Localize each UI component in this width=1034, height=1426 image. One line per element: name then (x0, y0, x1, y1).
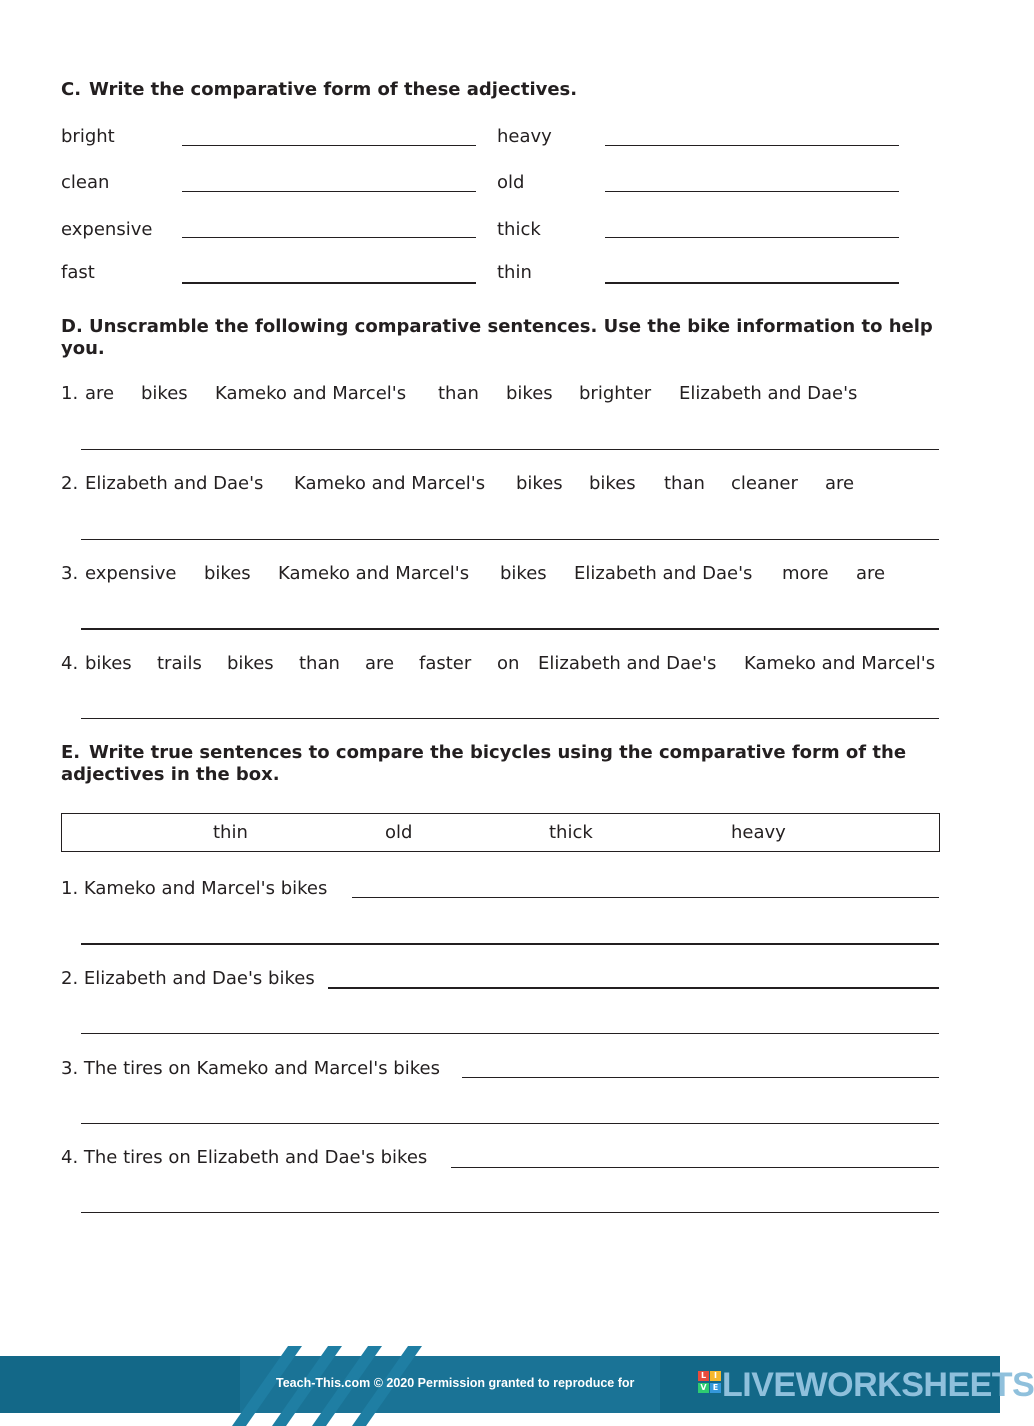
logo-block-l: L (698, 1371, 709, 1381)
answer-line-old[interactable] (605, 191, 899, 192)
scramble-word: than (664, 473, 705, 494)
scramble-word: are (856, 563, 886, 584)
adjective-fast: fast (61, 262, 95, 283)
scramble-2-number: 2. (61, 473, 79, 494)
section-e-letter: E. (61, 742, 81, 763)
scramble-word: bikes (500, 563, 547, 584)
scramble-word: Kameko and Marcel's (215, 383, 407, 404)
scramble-word: trails (157, 653, 202, 674)
adjective-bright: bright (61, 126, 115, 147)
scramble-word: bikes (589, 473, 636, 494)
answer-line-bright[interactable] (182, 145, 476, 146)
section-d-heading-line1: Unscramble the following comparative sentences. Use the bike information to help (89, 316, 933, 337)
scramble-word: more (782, 563, 829, 584)
footer-bar (0, 1356, 1034, 1413)
adjective-thin: thin (497, 262, 532, 283)
adjective-expensive: expensive (61, 219, 153, 240)
compare-prompt-4: 4. The tires on Elizabeth and Dae's bikes (61, 1147, 428, 1168)
compare-prompt-3: 3. The tires on Kameko and Marcel's bikes (61, 1058, 440, 1079)
scramble-4-answer-line[interactable] (81, 718, 939, 719)
compare-1-answer-line-2[interactable] (81, 943, 939, 945)
liveworksheets-logo[interactable] (698, 1365, 1034, 1405)
scramble-word: are (365, 653, 395, 674)
section-e-heading-line2: adjectives in the box. (61, 764, 280, 785)
scramble-word: Elizabeth and Dae's (574, 563, 753, 584)
scramble-3-answer-line[interactable] (81, 628, 939, 630)
answer-line-thin[interactable] (605, 282, 899, 284)
section-c-letter: C. (61, 79, 82, 100)
box-word-thick: thick (549, 822, 593, 843)
section-c-heading: Write the comparative form of these adjectives. (89, 79, 578, 100)
compare-prompt-2: 2. Elizabeth and Dae's bikes (61, 968, 315, 989)
scramble-word: bikes (506, 383, 553, 404)
answer-line-clean[interactable] (182, 191, 476, 192)
compare-1-answer-line[interactable] (352, 897, 939, 898)
scramble-word: bikes (227, 653, 274, 674)
scramble-word: expensive (85, 563, 177, 584)
logo-block-v: V (698, 1383, 709, 1393)
logo-block-i: I (710, 1371, 721, 1381)
scramble-word: faster (419, 653, 472, 674)
adjective-clean: clean (61, 172, 110, 193)
scramble-word: bikes (85, 653, 132, 674)
scramble-word: Elizabeth and Dae's (85, 473, 264, 494)
compare-2-answer-line[interactable] (328, 987, 939, 989)
compare-4-answer-line-2[interactable] (81, 1212, 939, 1213)
scramble-4-number: 4. (61, 653, 79, 674)
scramble-word: cleaner (731, 473, 798, 494)
scramble-word: brighter (579, 383, 652, 404)
compare-3-answer-line[interactable] (462, 1077, 939, 1078)
liveworksheets-wordmark: LIVEWORKSHEETS (722, 1366, 1034, 1404)
scramble-word: bikes (204, 563, 251, 584)
logo-block-e: E (710, 1383, 721, 1393)
footer-credit: Teach-This.com © 2020 Permission granted to reproduce for (276, 1376, 635, 1390)
answer-line-fast[interactable] (182, 282, 476, 284)
scramble-word: Kameko and Marcel's (744, 653, 936, 674)
scramble-word: Kameko and Marcel's (294, 473, 486, 494)
box-word-heavy: heavy (731, 822, 786, 843)
adjective-thick: thick (497, 219, 541, 240)
scramble-1-number: 1. (61, 383, 79, 404)
compare-3-answer-line-2[interactable] (81, 1123, 939, 1124)
adjective-heavy: heavy (497, 126, 552, 147)
answer-line-expensive[interactable] (182, 237, 476, 238)
compare-2-answer-line-2[interactable] (81, 1033, 939, 1034)
scramble-word: are (825, 473, 855, 494)
compare-4-answer-line[interactable] (451, 1167, 939, 1168)
adjective-box (61, 813, 940, 852)
liveworksheets-logo-icon (698, 1367, 724, 1403)
scramble-word: are (85, 383, 115, 404)
scramble-word: on (497, 653, 520, 674)
section-d-heading-line2: you. (61, 338, 105, 359)
scramble-word: than (438, 383, 479, 404)
scramble-word: Elizabeth and Dae's (679, 383, 858, 404)
box-word-thin: thin (213, 822, 248, 843)
scramble-word: Kameko and Marcel's (278, 563, 470, 584)
scramble-3-number: 3. (61, 563, 79, 584)
section-d-letter: D. (61, 316, 83, 337)
box-word-old: old (385, 822, 413, 843)
answer-line-heavy[interactable] (605, 145, 899, 146)
adjective-old: old (497, 172, 525, 193)
scramble-word: bikes (141, 383, 188, 404)
section-e-heading-line1: Write true sentences to compare the bicycles using the comparative form of the (89, 742, 907, 763)
scramble-word: than (299, 653, 340, 674)
scramble-word: Elizabeth and Dae's (538, 653, 717, 674)
answer-line-thick[interactable] (605, 237, 899, 238)
scramble-word: bikes (516, 473, 563, 494)
scramble-1-answer-line[interactable] (81, 449, 939, 450)
compare-prompt-1: 1. Kameko and Marcel's bikes (61, 878, 328, 899)
scramble-2-answer-line[interactable] (81, 539, 939, 540)
